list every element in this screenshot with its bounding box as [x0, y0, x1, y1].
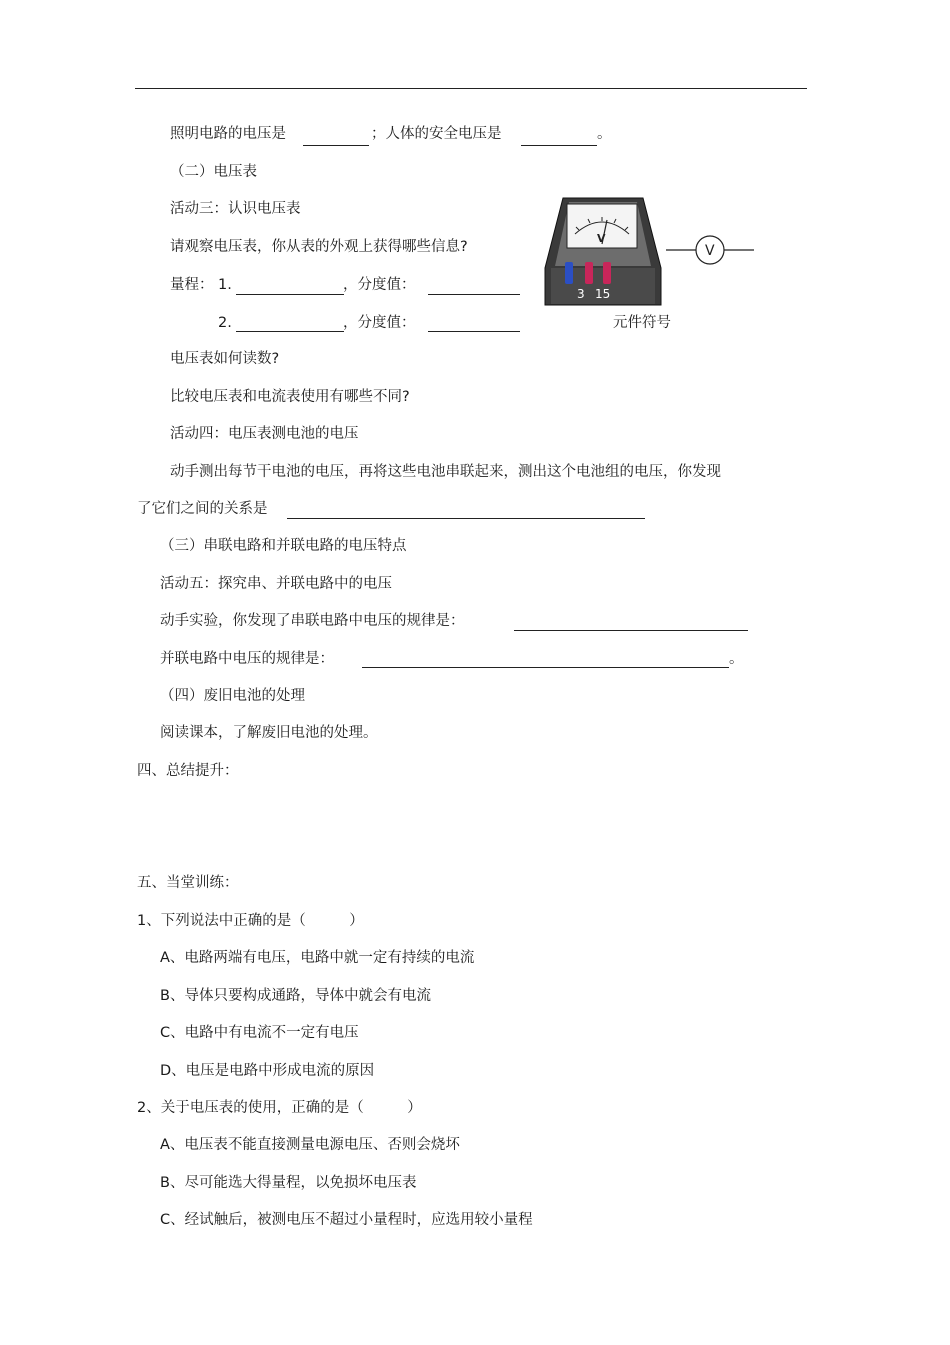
q-lighting-voltage: 照明电路的电压是 — [170, 126, 286, 142]
meter-letter: V — [597, 232, 606, 245]
question-1-option-d: D、电压是电路中形成电流的原因 — [160, 1063, 375, 1079]
range-1-label: 1. — [218, 277, 232, 293]
question-1-option-b: B、导体只要构成通路，导体中就会有电流 — [160, 988, 431, 1004]
question-2-option-a: A、电压表不能直接测量电源电压、否则会烧坏 — [160, 1137, 460, 1153]
symbol-letter: V — [705, 243, 715, 259]
blank-series-rule[interactable] — [514, 630, 748, 631]
question-1: 1、下列说法中正确的是（ ） — [137, 913, 364, 929]
terminal-3 — [585, 262, 593, 284]
range-2-label: 2. — [218, 315, 232, 331]
observe-question: 请观察电压表，你从表的外观上获得哪些信息? — [170, 239, 468, 255]
compare-question: 比较电压表和电流表使用有哪些不同? — [170, 389, 410, 405]
header-rule — [135, 88, 807, 89]
blank-safe-voltage[interactable] — [521, 145, 597, 146]
range-label: 量程： — [170, 277, 214, 293]
measure-text-1: 动手测出每节干电池的电压，再将这些电池串联起来，测出这个电池组的电压，你发现 — [170, 464, 721, 480]
activity-three: 活动三：认识电压表 — [170, 201, 301, 217]
blank-parallel-rule[interactable] — [362, 667, 729, 668]
series-rule-question: 动手实验，你发现了串联电路中电压的规律是： — [160, 613, 465, 629]
read-book-text: 阅读课本，了解废旧电池的处理。 — [160, 725, 378, 741]
question-1-option-c: C、电路中有电流不一定有电压 — [160, 1025, 359, 1041]
blank-division-1[interactable] — [428, 294, 520, 295]
question-1-option-a: A、电路两端有电压，电路中就一定有持续的电流 — [160, 950, 475, 966]
subheading-battery-disposal: （四）废旧电池的处理 — [160, 688, 305, 704]
division-label-1: ，分度值： — [343, 277, 416, 293]
blank-relationship[interactable] — [287, 518, 645, 519]
question-2: 2、关于电压表的使用，正确的是（ ） — [137, 1100, 422, 1116]
subheading-voltmeter: （二）电压表 — [170, 164, 257, 180]
activity-five: 活动五：探究串、并联电路中的电压 — [160, 576, 392, 592]
parallel-rule-end: 。 — [729, 651, 744, 667]
question-2-option-b: B、尽可能选大得量程，以免损坏电压表 — [160, 1175, 417, 1191]
voltmeter-image — [543, 190, 663, 310]
q-safe-end: 。 — [597, 126, 612, 142]
parallel-rule-question: 并联电路中电压的规律是： — [160, 651, 334, 667]
subheading-series-parallel: （三）串联电路和并联电路的电压特点 — [160, 538, 407, 554]
terminal-negative — [565, 262, 573, 284]
division-label-2: ，分度值： — [343, 315, 416, 331]
section-five-title: 五、当堂训练： — [137, 875, 239, 891]
terminal-15 — [603, 262, 611, 284]
section-four-title: 四、总结提升： — [137, 763, 239, 779]
blank-range-2[interactable] — [236, 331, 344, 332]
voltmeter-symbol — [666, 232, 756, 268]
question-2-option-c: C、经试触后，被测电压不超过小量程时，应选用较小量程 — [160, 1212, 533, 1228]
blank-range-1[interactable] — [236, 294, 344, 295]
blank-lighting-voltage[interactable] — [303, 145, 369, 146]
read-question: 电压表如何读数? — [170, 351, 280, 367]
measure-text-2: 了它们之间的关系是 — [137, 501, 268, 517]
activity-four: 活动四：电压表测电池的电压 — [170, 426, 359, 442]
terminal-label-15: 15 — [595, 287, 611, 301]
terminal-label-3: 3 — [577, 287, 585, 301]
symbol-caption: 元件符号 — [613, 315, 671, 331]
blank-division-2[interactable] — [428, 331, 520, 332]
q-safe-voltage: ；人体的安全电压是 — [371, 126, 502, 142]
